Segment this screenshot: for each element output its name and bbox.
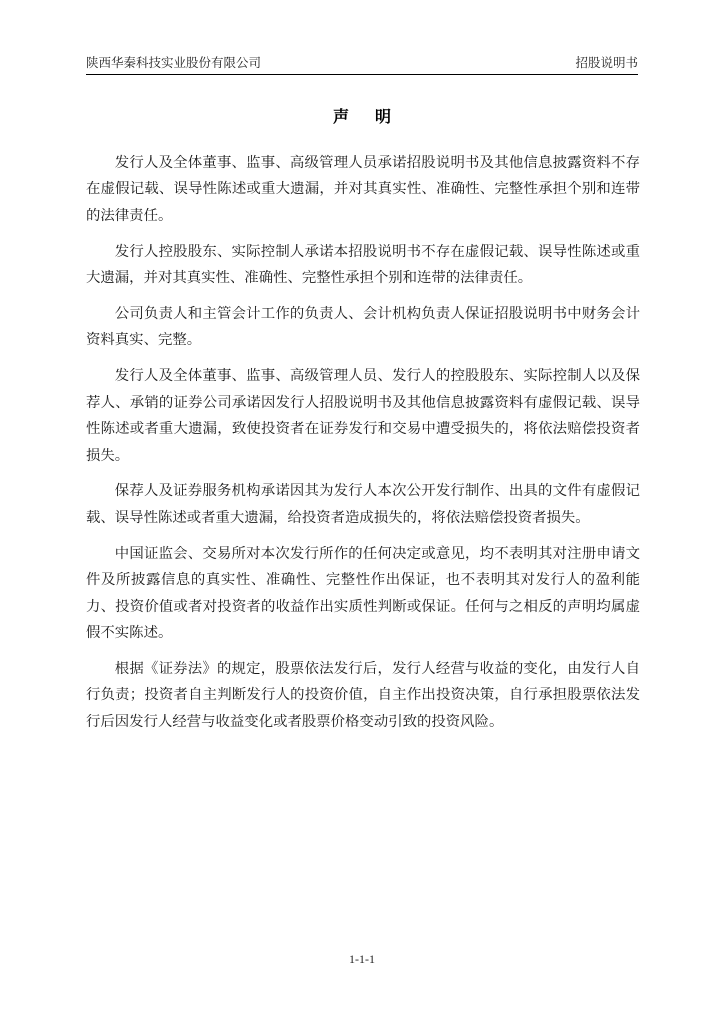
paragraph-regulator-disclaimer: 中国证监会、交易所对本次发行所作的任何决定或意见，均不表明其对注册申请文件及所披露信息的真实性、准确性、完整性作出保证，也不表明其对发行人的盈利能力、投资价值或者对投资者的收益作出实质性判断或保证。任何与之相反的声明均属虚假不实陈述。: [86, 545, 640, 641]
header-company-name: 陕西华秦科技实业股份有限公司: [86, 55, 262, 70]
page-header: [86, 50, 638, 75]
paragraph-investment-risk: 根据《证券法》的规定，股票依法发行后，发行人经营与收益的变化，由发行人自行负责；投资者自主判断发行人的投资价值，自主作出投资决策，自行承担股票依法发行后因发行人经营与收益变化或者股票价格变动引致的投资风险。: [86, 660, 640, 730]
declaration-body: [86, 150, 640, 745]
header-document-type: 招股说明书: [575, 55, 638, 70]
paragraph-sponsor-commitment: 保荐人及证券服务机构承诺因其为发行人本次公开发行制作、出具的文件有虚假记载、误导性陈述或者重大遗漏，给投资者造成损失的，将依法赔偿投资者损失。: [86, 483, 640, 526]
page-title: 声明: [332, 107, 417, 126]
paragraph-controller-commitment: 发行人控股股东、实际控制人承诺本招股说明书不存在虚假记载、误导性陈述或重大遗漏，并对其真实性、准确性、完整性承担个别和连带的法律责任。: [86, 243, 640, 287]
page-number: 1-1-1: [349, 952, 375, 966]
paragraph-issuer-commitment: 发行人及全体董事、监事、高级管理人员承诺招股说明书及其他信息披露资料不存在虚假记载、误导性陈述或重大遗漏，并对其真实性、准确性、完整性承担个别和连带的法律责任。: [86, 155, 640, 224]
paragraph-compensation-commitment: 发行人及全体董事、监事、高级管理人员、发行人的控股股东、实际控制人以及保荐人、承销的证券公司承诺因发行人招股说明书及其他信息披露资料有虚假记载、误导性陈述或者重大遗漏，致使投资者在证券发行和交易中遭受损失的，将依法赔偿投资者损失。: [86, 368, 640, 464]
paragraph-accounting-guarantee: 公司负责人和主管会计工作的负责人、会计机构负责人保证招股说明书中财务会计资料真实、完整。: [86, 306, 640, 349]
